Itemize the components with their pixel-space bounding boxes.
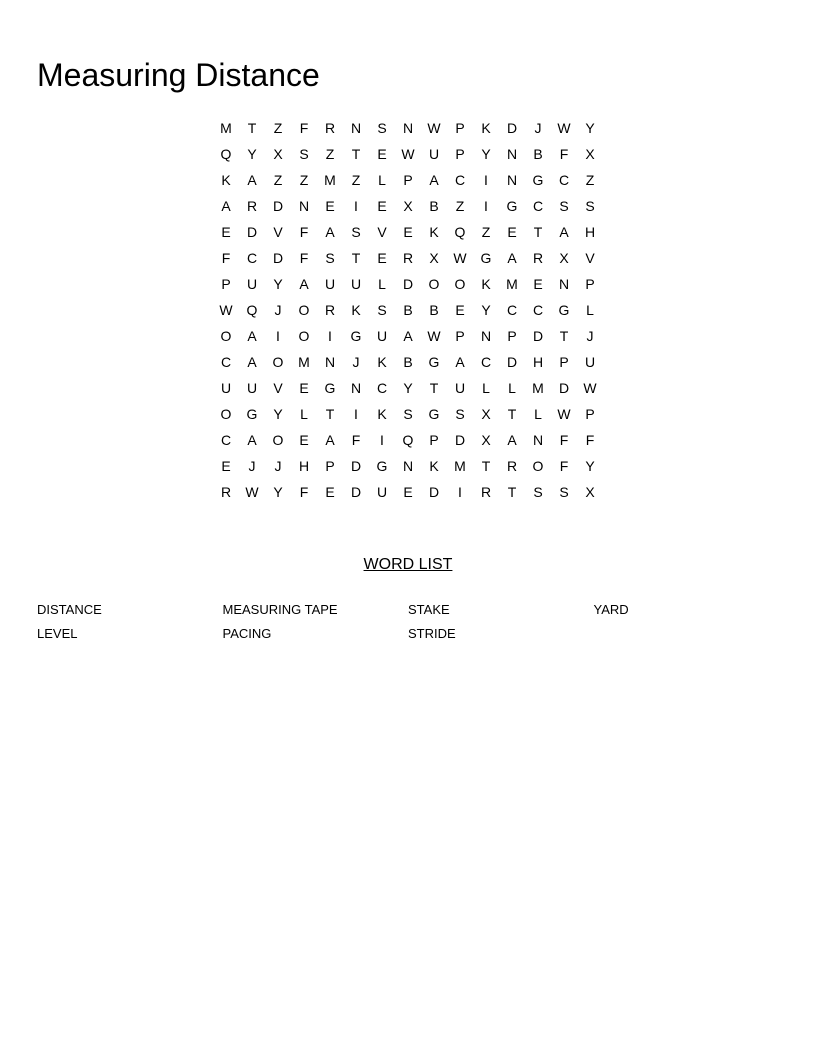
grid-letter: G bbox=[428, 354, 440, 370]
word-list-item: STAKE bbox=[408, 602, 450, 617]
grid-letter: U bbox=[220, 380, 232, 396]
grid-letter: E bbox=[299, 380, 309, 396]
grid-letter: Y bbox=[481, 302, 491, 318]
grid-letter: C bbox=[376, 380, 388, 396]
grid-letter: U bbox=[376, 328, 388, 344]
grid-letter: T bbox=[533, 224, 543, 240]
word-list-item: LEVEL bbox=[37, 626, 78, 641]
page-title: Measuring Distance bbox=[37, 57, 320, 94]
grid-letter: I bbox=[354, 406, 358, 422]
grid-letter: A bbox=[325, 432, 335, 448]
grid-letter: B bbox=[429, 198, 439, 214]
grid-letter: N bbox=[324, 354, 336, 370]
grid-letter: S bbox=[299, 146, 309, 162]
word-list-item: YARD bbox=[593, 602, 629, 617]
grid-row bbox=[213, 375, 603, 401]
grid-letter: G bbox=[506, 198, 518, 214]
grid-letter: E bbox=[377, 250, 387, 266]
grid-letter: T bbox=[325, 406, 335, 422]
grid-letter: U bbox=[428, 146, 440, 162]
grid-letter: Z bbox=[273, 120, 283, 136]
grid-letter: R bbox=[324, 302, 336, 318]
grid-letter: C bbox=[532, 302, 544, 318]
grid-letter: J bbox=[274, 458, 282, 474]
grid-row bbox=[213, 323, 603, 349]
grid-letter: T bbox=[247, 120, 257, 136]
grid-letter: F bbox=[559, 432, 569, 448]
grid-letter: Y bbox=[585, 120, 595, 136]
grid-letter: W bbox=[557, 120, 571, 136]
grid-letter: F bbox=[585, 432, 595, 448]
grid-letter: V bbox=[585, 250, 595, 266]
grid-letter: P bbox=[221, 276, 231, 292]
grid-letter: L bbox=[586, 302, 594, 318]
grid-letter: J bbox=[586, 328, 594, 344]
grid-letter: P bbox=[507, 328, 517, 344]
grid-letter: G bbox=[350, 328, 362, 344]
grid-letter: K bbox=[377, 406, 387, 422]
grid-letter: C bbox=[246, 250, 258, 266]
grid-letter: T bbox=[481, 458, 491, 474]
grid-letter: N bbox=[506, 172, 518, 188]
word-list-heading: WORD LIST bbox=[363, 556, 453, 573]
grid-letter: D bbox=[506, 354, 518, 370]
grid-letter: J bbox=[274, 302, 282, 318]
word-list-item: STRIDE bbox=[408, 626, 456, 641]
grid-row bbox=[213, 141, 603, 167]
grid-letter: U bbox=[246, 380, 258, 396]
word-search-grid bbox=[213, 115, 603, 505]
grid-letter: E bbox=[507, 224, 517, 240]
grid-letter: S bbox=[559, 198, 569, 214]
grid-letter: T bbox=[559, 328, 569, 344]
grid-letter: W bbox=[427, 328, 441, 344]
grid-letter: Y bbox=[273, 484, 283, 500]
grid-letter: M bbox=[454, 458, 466, 474]
grid-letter: N bbox=[402, 120, 414, 136]
grid-letter: S bbox=[559, 484, 569, 500]
grid-letter: Y bbox=[403, 380, 413, 396]
grid-letter: M bbox=[324, 172, 336, 188]
grid-letter: D bbox=[428, 484, 440, 500]
grid-letter: A bbox=[403, 328, 413, 344]
grid-letter: E bbox=[533, 276, 543, 292]
grid-letter: M bbox=[532, 380, 544, 396]
grid-letter: Q bbox=[246, 302, 258, 318]
grid-letter: D bbox=[558, 380, 570, 396]
grid-letter: D bbox=[506, 120, 518, 136]
grid-letter: G bbox=[428, 406, 440, 422]
grid-letter: E bbox=[455, 302, 465, 318]
grid-letter: N bbox=[506, 146, 518, 162]
grid-letter: M bbox=[506, 276, 518, 292]
grid-letter: R bbox=[532, 250, 544, 266]
grid-letter: B bbox=[533, 146, 543, 162]
grid-letter: Y bbox=[273, 276, 283, 292]
grid-letter: D bbox=[246, 224, 258, 240]
grid-letter: N bbox=[298, 198, 310, 214]
grid-letter: I bbox=[276, 328, 280, 344]
grid-letter: F bbox=[559, 146, 569, 162]
grid-letter: C bbox=[532, 198, 544, 214]
grid-letter: O bbox=[532, 458, 544, 474]
grid-letter: I bbox=[458, 484, 462, 500]
grid-letter: P bbox=[455, 146, 465, 162]
grid-letter: R bbox=[402, 250, 414, 266]
grid-letter: F bbox=[559, 458, 569, 474]
grid-row bbox=[213, 271, 603, 297]
grid-letter: P bbox=[455, 328, 465, 344]
grid-letter: U bbox=[454, 380, 466, 396]
grid-letter: S bbox=[377, 302, 387, 318]
grid-letter: U bbox=[376, 484, 388, 500]
grid-letter: B bbox=[429, 302, 439, 318]
grid-letter: R bbox=[220, 484, 232, 500]
word-list-item: MEASURING TAPE bbox=[222, 602, 338, 617]
grid-letter: C bbox=[220, 432, 232, 448]
grid-letter: G bbox=[324, 380, 336, 396]
grid-letter: Z bbox=[273, 172, 283, 188]
grid-letter: F bbox=[221, 250, 231, 266]
grid-letter: L bbox=[300, 406, 308, 422]
grid-letter: D bbox=[402, 276, 414, 292]
grid-letter: W bbox=[427, 120, 441, 136]
grid-letter: N bbox=[558, 276, 570, 292]
grid-letter: W bbox=[245, 484, 259, 500]
grid-letter: N bbox=[532, 432, 544, 448]
grid-row bbox=[213, 401, 603, 427]
grid-letter: T bbox=[507, 484, 517, 500]
grid-letter: E bbox=[325, 484, 335, 500]
grid-row bbox=[213, 297, 603, 323]
grid-letter: I bbox=[484, 172, 488, 188]
grid-letter: D bbox=[350, 484, 362, 500]
grid-letter: Y bbox=[247, 146, 257, 162]
word-list-item: PACING bbox=[222, 626, 272, 641]
grid-letter: F bbox=[299, 224, 309, 240]
grid-letter: E bbox=[325, 198, 335, 214]
grid-letter: G bbox=[246, 406, 258, 422]
grid-letter: P bbox=[455, 120, 465, 136]
grid-letter: B bbox=[403, 354, 413, 370]
word-list-item: DISTANCE bbox=[37, 602, 102, 617]
grid-letter: N bbox=[350, 380, 362, 396]
grid-letter: P bbox=[559, 354, 569, 370]
grid-letter: X bbox=[273, 146, 283, 162]
grid-letter: T bbox=[507, 406, 517, 422]
grid-letter: A bbox=[507, 432, 517, 448]
grid-row bbox=[213, 167, 603, 193]
grid-letter: F bbox=[299, 120, 309, 136]
grid-letter: Z bbox=[299, 172, 309, 188]
grid-letter: J bbox=[352, 354, 360, 370]
grid-letter: P bbox=[429, 432, 439, 448]
grid-letter: Z bbox=[481, 224, 491, 240]
grid-row bbox=[213, 193, 603, 219]
grid-letter: Z bbox=[455, 198, 465, 214]
grid-letter: O bbox=[428, 276, 440, 292]
grid-letter: D bbox=[350, 458, 362, 474]
grid-letter: P bbox=[325, 458, 335, 474]
grid-letter: K bbox=[481, 120, 491, 136]
grid-letter: O bbox=[298, 328, 310, 344]
grid-letter: G bbox=[376, 458, 388, 474]
grid-letter: J bbox=[534, 120, 542, 136]
grid-letter: P bbox=[585, 276, 595, 292]
grid-letter: N bbox=[350, 120, 362, 136]
grid-letter: O bbox=[220, 406, 232, 422]
grid-letter: A bbox=[455, 354, 465, 370]
grid-letter: S bbox=[533, 484, 543, 500]
grid-letter: G bbox=[532, 172, 544, 188]
grid-letter: Q bbox=[454, 224, 466, 240]
grid-letter: C bbox=[454, 172, 466, 188]
grid-letter: C bbox=[480, 354, 492, 370]
grid-letter: R bbox=[246, 198, 258, 214]
grid-letter: S bbox=[455, 406, 465, 422]
grid-letter: H bbox=[532, 354, 544, 370]
grid-letter: H bbox=[584, 224, 596, 240]
grid-row bbox=[213, 479, 603, 505]
grid-letter: A bbox=[247, 354, 257, 370]
grid-row bbox=[213, 453, 603, 479]
grid-letter: L bbox=[378, 172, 386, 188]
grid-letter: D bbox=[454, 432, 466, 448]
grid-letter: Z bbox=[351, 172, 361, 188]
grid-letter: S bbox=[585, 198, 595, 214]
grid-letter: C bbox=[506, 302, 518, 318]
grid-letter: X bbox=[559, 250, 569, 266]
grid-letter: X bbox=[429, 250, 439, 266]
grid-letter: S bbox=[403, 406, 413, 422]
grid-letter: Y bbox=[481, 146, 491, 162]
grid-letter: Y bbox=[585, 458, 595, 474]
grid-letter: H bbox=[298, 458, 310, 474]
grid-letter: C bbox=[558, 172, 570, 188]
grid-letter: A bbox=[429, 172, 439, 188]
grid-letter: V bbox=[273, 380, 283, 396]
grid-letter: W bbox=[583, 380, 597, 396]
grid-letter: G bbox=[558, 302, 570, 318]
grid-letter: S bbox=[351, 224, 361, 240]
grid-letter: W bbox=[401, 146, 415, 162]
grid-letter: E bbox=[403, 224, 413, 240]
grid-letter: X bbox=[585, 146, 595, 162]
grid-letter: O bbox=[220, 328, 232, 344]
grid-letter: J bbox=[248, 458, 256, 474]
grid-letter: A bbox=[247, 328, 257, 344]
grid-letter: L bbox=[534, 406, 542, 422]
grid-letter: U bbox=[246, 276, 258, 292]
grid-letter: E bbox=[299, 432, 309, 448]
grid-letter: X bbox=[403, 198, 413, 214]
word-list bbox=[37, 601, 779, 649]
grid-letter: S bbox=[325, 250, 335, 266]
grid-letter: R bbox=[506, 458, 518, 474]
grid-letter: I bbox=[354, 198, 358, 214]
grid-letter: K bbox=[429, 224, 439, 240]
grid-letter: O bbox=[272, 354, 284, 370]
grid-letter: K bbox=[221, 172, 231, 188]
grid-letter: A bbox=[247, 432, 257, 448]
grid-letter: A bbox=[325, 224, 335, 240]
grid-letter: X bbox=[481, 406, 491, 422]
grid-letter: K bbox=[429, 458, 439, 474]
grid-letter: I bbox=[380, 432, 384, 448]
grid-letter: I bbox=[484, 198, 488, 214]
grid-letter: A bbox=[559, 224, 569, 240]
grid-letter: R bbox=[324, 120, 336, 136]
grid-letter: Q bbox=[220, 146, 232, 162]
grid-letter: W bbox=[453, 250, 467, 266]
grid-letter: F bbox=[299, 250, 309, 266]
grid-letter: C bbox=[220, 354, 232, 370]
grid-letter: T bbox=[351, 146, 361, 162]
grid-letter: E bbox=[377, 198, 387, 214]
grid-letter: X bbox=[481, 432, 491, 448]
grid-letter: F bbox=[351, 432, 361, 448]
grid-letter: K bbox=[481, 276, 491, 292]
grid-letter: L bbox=[508, 380, 516, 396]
grid-letter: A bbox=[247, 172, 257, 188]
grid-letter: F bbox=[299, 484, 309, 500]
grid-letter: K bbox=[377, 354, 387, 370]
grid-letter: N bbox=[402, 458, 414, 474]
grid-letter: A bbox=[299, 276, 309, 292]
grid-row bbox=[213, 427, 603, 453]
grid-row bbox=[213, 349, 603, 375]
grid-letter: A bbox=[507, 250, 517, 266]
grid-letter: R bbox=[480, 484, 492, 500]
grid-letter: E bbox=[221, 224, 231, 240]
grid-letter: E bbox=[403, 484, 413, 500]
grid-letter: M bbox=[220, 120, 232, 136]
grid-letter: Q bbox=[402, 432, 414, 448]
grid-letter: T bbox=[429, 380, 439, 396]
grid-letter: W bbox=[557, 406, 571, 422]
grid-letter: P bbox=[403, 172, 413, 188]
grid-row bbox=[213, 115, 603, 141]
grid-row bbox=[213, 219, 603, 245]
grid-letter: O bbox=[272, 432, 284, 448]
grid-letter: B bbox=[403, 302, 413, 318]
grid-letter: E bbox=[377, 146, 387, 162]
grid-letter: I bbox=[328, 328, 332, 344]
grid-letter: W bbox=[219, 302, 233, 318]
grid-letter: Z bbox=[325, 146, 335, 162]
grid-letter: D bbox=[272, 250, 284, 266]
grid-letter: M bbox=[298, 354, 310, 370]
grid-letter: N bbox=[480, 328, 492, 344]
grid-letter: Z bbox=[585, 172, 595, 188]
grid-letter: U bbox=[350, 276, 362, 292]
grid-letter: A bbox=[221, 198, 231, 214]
grid-letter: O bbox=[454, 276, 466, 292]
grid-letter: L bbox=[378, 276, 386, 292]
grid-letter: U bbox=[584, 354, 596, 370]
grid-letter: G bbox=[480, 250, 492, 266]
grid-letter: V bbox=[273, 224, 283, 240]
grid-letter: Y bbox=[273, 406, 283, 422]
grid-row bbox=[213, 245, 603, 271]
grid-letter: D bbox=[532, 328, 544, 344]
grid-letter: S bbox=[377, 120, 387, 136]
grid-letter: P bbox=[585, 406, 595, 422]
grid-letter: D bbox=[272, 198, 284, 214]
grid-letter: E bbox=[221, 458, 231, 474]
grid-letter: V bbox=[377, 224, 387, 240]
grid-letter: T bbox=[351, 250, 361, 266]
grid-letter: L bbox=[482, 380, 490, 396]
grid-letter: O bbox=[298, 302, 310, 318]
grid-letter: K bbox=[351, 302, 361, 318]
grid-letter: U bbox=[324, 276, 336, 292]
grid-letter: X bbox=[585, 484, 595, 500]
